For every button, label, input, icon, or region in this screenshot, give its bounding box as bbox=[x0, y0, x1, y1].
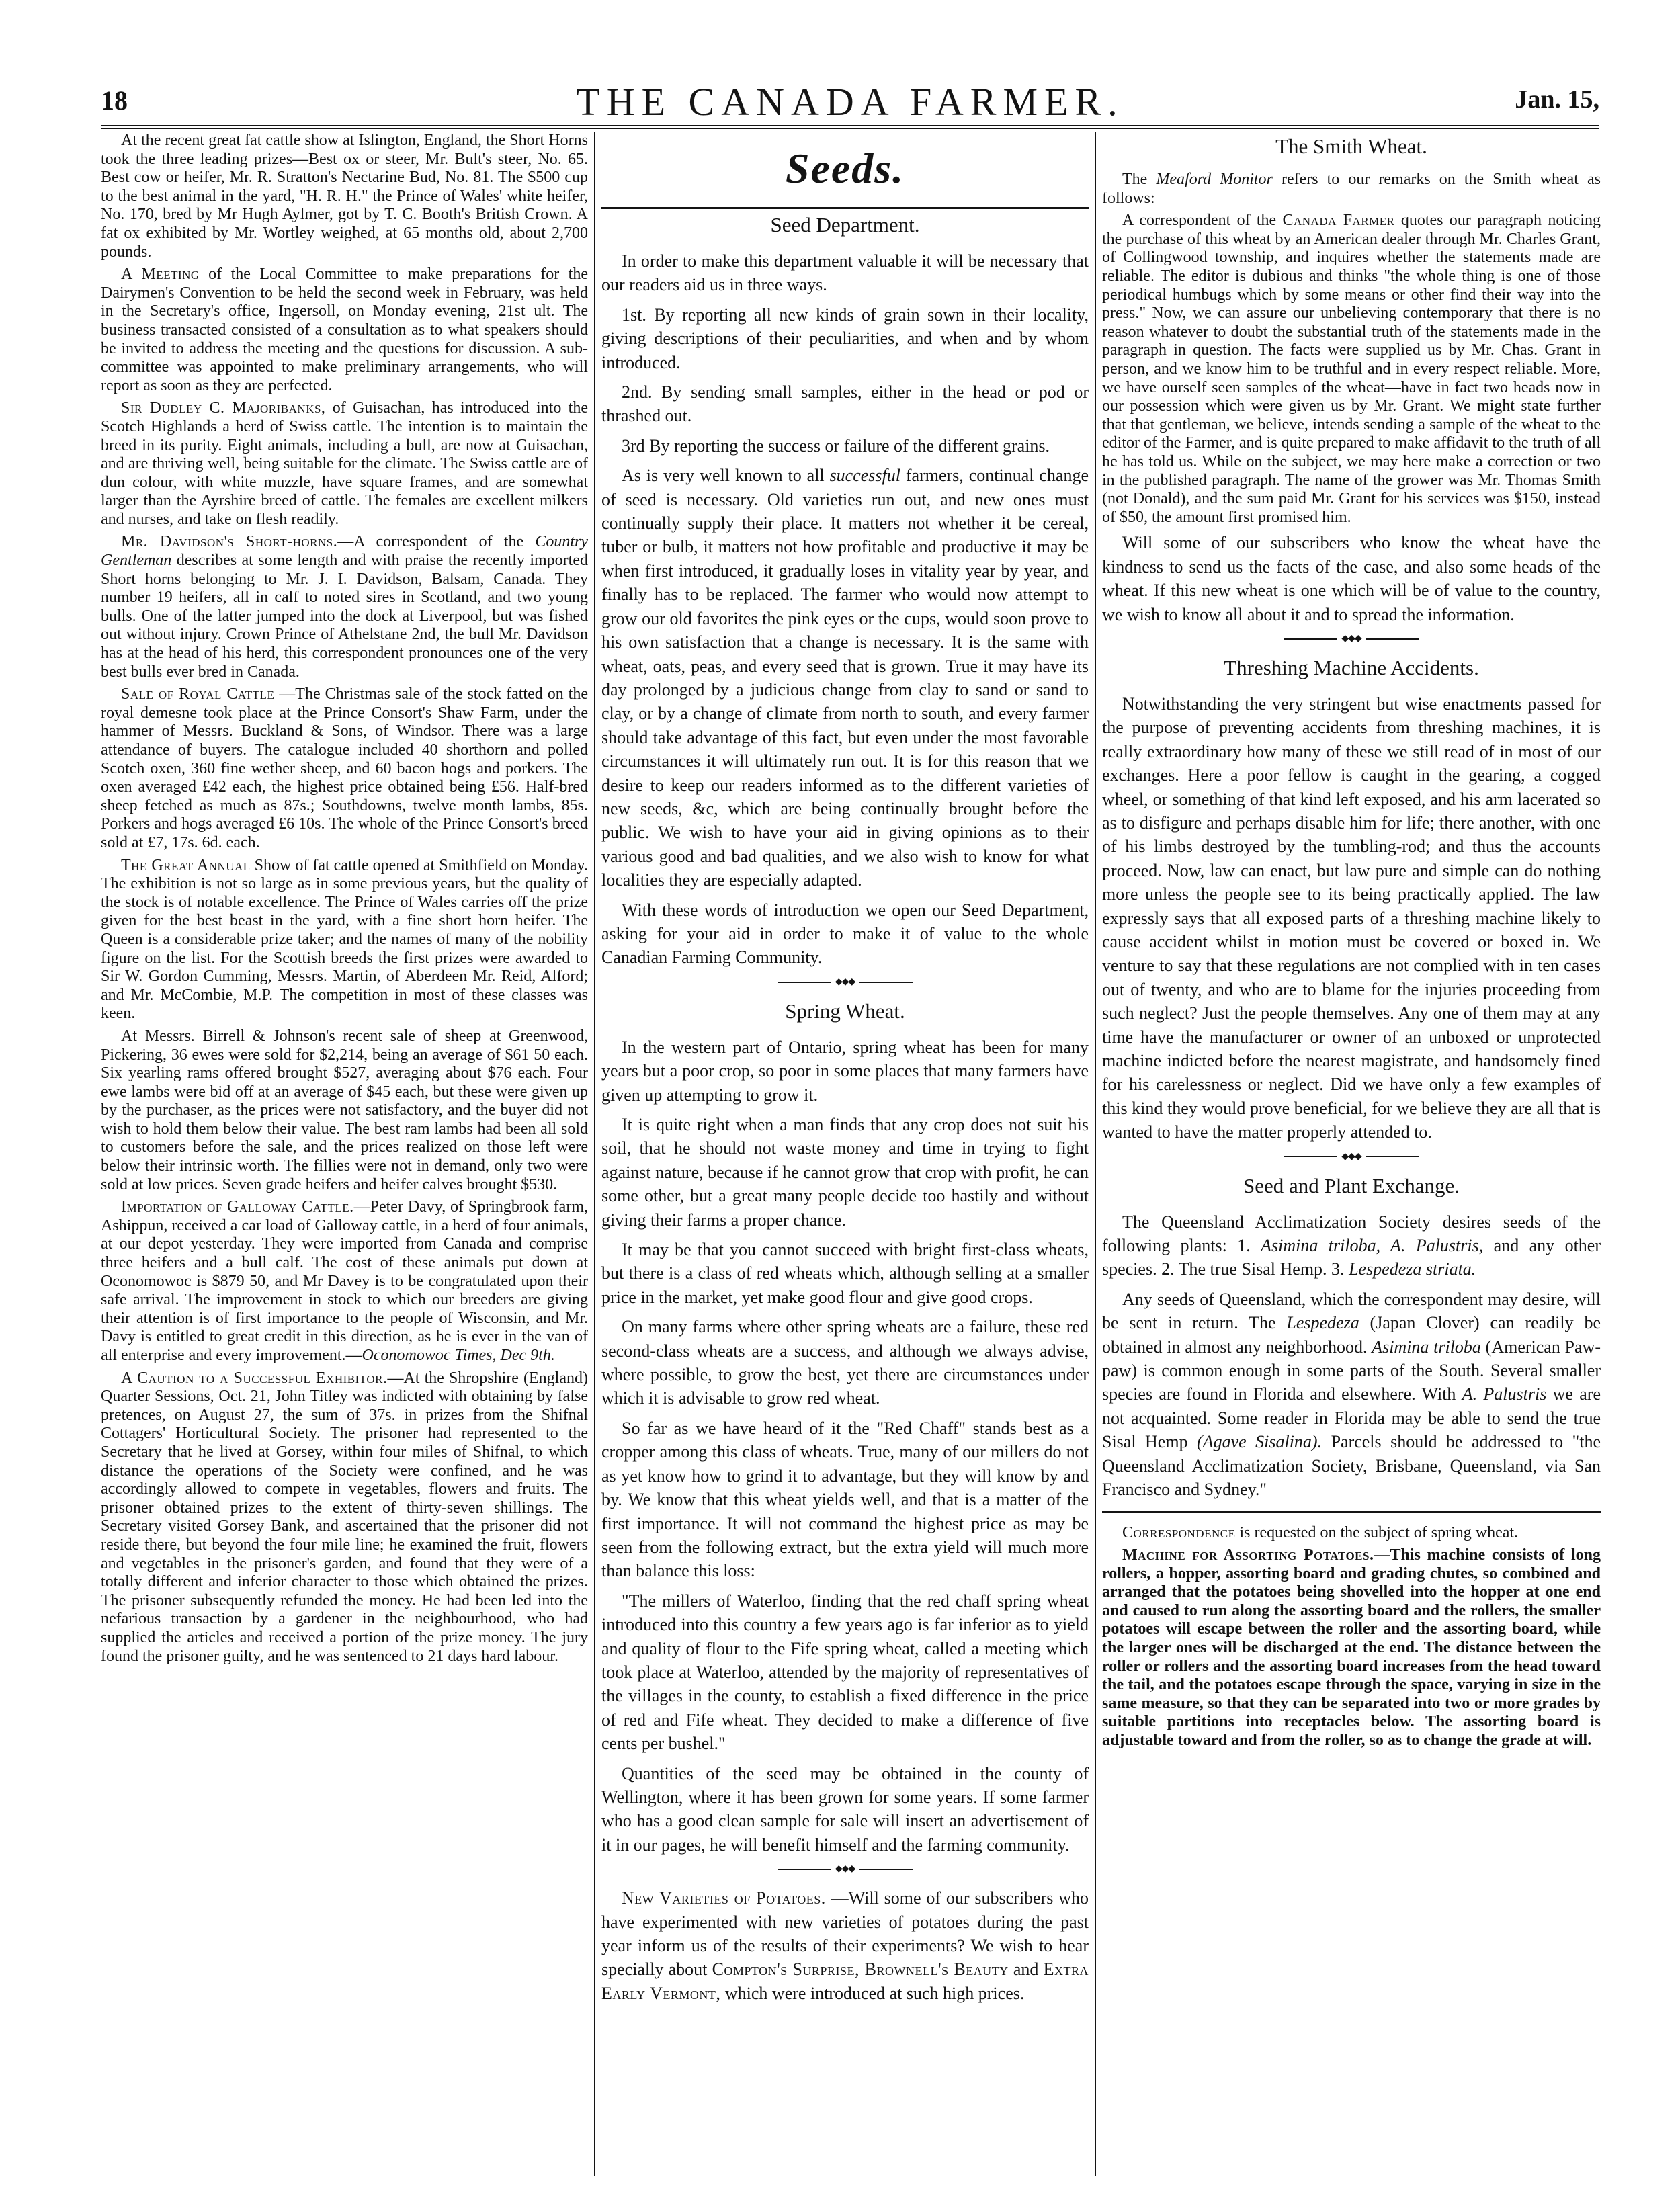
paragraph-italic: Meaford Monitor bbox=[1156, 171, 1273, 188]
paragraph-text: of Guisachan, has introduced into the Scotch Highlands a herd of Swiss cattle. The intention is to maintain the breed in its purity. Eight animals, including a bull, are now at Guisachan, and are thriving well, being suitable for the climate. The Swiss cattle are of dun colour, with white muzzle, have square frames, and are somewhat larger than the Ayrshire breed of cattle. The females are excellent milkers and nurses, and take on flesh readily. bbox=[101, 399, 588, 528]
article-paragraph bbox=[1102, 171, 1601, 208]
paragraph-text: which were introduced at such high prices. bbox=[720, 1983, 1025, 2003]
paragraph-text: "The millers of Waterloo, finding that the red chaff spring wheat introduced into this country a few years ago is far inferior as to yield and quality of flour to the Fife spring wheat, called a meeting which took place at Waterloo, attended by the majority of representatives of the villages in the county, to establish a fixed difference in the price of red and Fife wheat. They decided to make a difference of five cents per bushel." bbox=[601, 1591, 1089, 1754]
article-heading: Threshing Machine Accidents. bbox=[1224, 655, 1479, 679]
news-item bbox=[101, 132, 588, 261]
ornamental-divider: ◆◆◆ bbox=[601, 978, 1089, 987]
paragraph-italic: successful bbox=[829, 466, 900, 486]
article-heading: Seed and Plant Exchange. bbox=[1243, 1173, 1460, 1197]
paragraph-italic: A. Palustris bbox=[1462, 1384, 1547, 1404]
paragraph-text: —Peter Davy, of Springbrook farm, Ashippun, received a car load of Galloway cattle, in a herd of four animals, at our depot yesterday. They were imported from Canada and comprise three heifers and a bull calf. The cost of these animals put down at Oconomowoc is $879 50, and Mr Davey is to be congratulated upon their safe arrival. The improvement in stock to which our breeders are giving their attention is of first importance to the people of Wisconsin, and Mr. Davy is entitled to great credit in this direction, as he is ever in the van of all enterprise and every improvement.— bbox=[101, 1198, 588, 1364]
paragraph-text: The bbox=[1122, 171, 1157, 188]
paragraph-italic: Asimina triloba bbox=[1372, 1337, 1481, 1357]
article-paragraph bbox=[601, 898, 1089, 970]
paragraph-text: —This machine consists of long rollers, a hopper, assorting board and grading chutes, so combined and arranged that the potatoes being shovelled into the hopper at one end and caused to run along the assorting board and the rollers, the smaller potatoes will escape between the roller and the assorting board, while the larger ones will be discharged at the end. The distance between the roller or rollers and the assorting board increases from the head toward the tail, and the potatoes escape through the space, varying in size in the same measure, so that they can be separated into two or more grades by suitable partitions into receptacles below. The assorting board is adjustable toward and from the roller, so as to change the grade at will. bbox=[1102, 1546, 1601, 1750]
paragraph-smallcaps: Extra Early Vermont, bbox=[601, 1959, 1089, 2003]
paragraph-text: Quantities of the seed may be obtained in the county of Wellington, where it has been grown for some years. If some farmer who has a good clean sample for sale will insert an advertisement of it in our pages, he will benefit himself and the farming community. bbox=[601, 1763, 1089, 1855]
article-paragraph bbox=[601, 434, 1089, 458]
paragraph-text: and bbox=[1008, 1959, 1044, 1980]
paragraph-text: —A correspondent of the bbox=[337, 533, 536, 551]
column-news-items bbox=[101, 132, 588, 2176]
article-paragraph bbox=[601, 1886, 1089, 2005]
article-paragraph bbox=[601, 464, 1089, 892]
paragraph-text: Parcels should be addressed to "the Queensland Acclimatization Society, Brisbane, Queensland, via San Francisco and Sydney." bbox=[1102, 1432, 1601, 1500]
paragraph-text: we are not acquainted. Some reader in Florida may be able to send the true Sisal Hemp bbox=[1102, 1384, 1601, 1452]
paragraph-lead: A Meeting bbox=[121, 265, 200, 284]
ornamental-divider: ◆◆◆ bbox=[1102, 1152, 1601, 1162]
paragraph-lead: Importation of Galloway Cattle. bbox=[121, 1198, 354, 1216]
article-paragraph bbox=[601, 380, 1089, 428]
masthead bbox=[101, 79, 1599, 126]
paragraph-text: As is very well known to all bbox=[622, 466, 830, 486]
article-paragraph bbox=[1102, 1287, 1601, 1502]
section-rule bbox=[1102, 1511, 1601, 1513]
paragraph-text: It is quite right when a man finds that any crop does not suit his soil, that he should not waste money and time in trying to fight against nature, because if he cannot grow that crop with profit, he can some other, but a great many people decide too hastily and without giving their farms a proper chance. bbox=[601, 1115, 1089, 1230]
news-item bbox=[101, 685, 588, 852]
news-item bbox=[101, 399, 588, 529]
news-item bbox=[101, 1027, 588, 1194]
paragraph-smallcaps: Canada Farmer bbox=[1282, 212, 1395, 230]
paragraph-italic: Lespedeza striata. bbox=[1349, 1259, 1476, 1279]
paragraph-text: of the Local Committee to make preparations for the Dairymen's Convention to be held the second week in February, was held in the Secretary's office, Ingersoll, on Monday evening, 21st ult. The business transacted consisted of a consultation as to what speakers should be invited to address the meeting and the questions for discussion. A sub-committee was appointed to make preliminary arrangements, who will report as soon as they are perfected. bbox=[101, 265, 588, 394]
article-paragraph bbox=[601, 1113, 1089, 1232]
paragraph-text: —Will some of our subscribers who have experimented with new varieties of potatoes during the past year inform us of the results of their experiments? We wish to hear specially about bbox=[601, 1888, 1089, 1980]
paragraph-lead: Machine for Assorting Potatoes. bbox=[1122, 1546, 1374, 1564]
paragraph-smallcaps: Compton's Surprise, Brownell's Beauty bbox=[712, 1959, 1009, 1980]
article-heading: Seed Department. bbox=[770, 213, 920, 237]
paragraph-text: At the recent great fat cattle show at Islington, England, the Short Horns took the three leading prizes—Best ox or steer, Mr. Bult's steer, No. 65. Best cow or heifer, Mr. R. Stratton's Nectarine Bud, No. 81. The $500 cup to the best animal in the yard, "H. R. H." the Prince of Wales' white heifer, No. 170, bred by Mr Hugh Aylmer, got by T. C. Booth's British Crown. A fat ox exhibited by Mr. Wortley weighed, at 65 months old, about 2,700 pounds. bbox=[101, 132, 588, 261]
news-item bbox=[101, 1369, 588, 1666]
article-paragraph bbox=[601, 1315, 1089, 1410]
paragraph-text: is requested on the subject of spring wheat. bbox=[1235, 1523, 1519, 1541]
news-item bbox=[101, 1198, 588, 1365]
masthead-rule bbox=[101, 125, 1599, 129]
paragraph-text: Notwithstanding the very stringent but wise enactments passed for the purpose of preventing accidents from threshing machines, it is really extraordinary how many of these we still read of in most of our exchanges. Here a poor fellow is caught in the gearing, a cogged wheel, or something of that kind left exposed, and his arm lacerated so as to disfigure and perhaps disable him for life; there another, with one of his limbs destroyed by the tumbling-rod; and thus the accounts proceed. Now, law can enact, but law pure and simple can do nothing more unless the people see to its being practically applied. The law expressly says that all exposed parts of a threshing machine likely to cause accident whilst in motion must be covered or boxed in. We venture to say that these regulations are not complied with in ten cases out of twenty, and who are to blame for the injuries proceeding from such neglect? Just the people themselves. Any one of them may at any time have the manufacturer or owner of an unboxed or unprotected machine indicted before the nearest magistrate, and handsomely fined for his carelessness or neglect. Did we have only a few examples of this kind they would prove beneficial, for we believe they are all that is wanted to have the matter properly attended to. bbox=[1102, 693, 1601, 1142]
paragraph-italic: Oconomowoc Times, Dec 9th. bbox=[362, 1347, 555, 1364]
paragraph-text: Will some of our subscribers who know the wheat have the kindness to send us the facts of the case, and also some heads of the wheat. If this new wheat is one which will be of value to the country, we wish to know all about it and to spread the information. bbox=[1102, 533, 1601, 624]
paragraph-text: On many farms where other spring wheats are a failure, these red second-class wheats are a success, and although we always advise, where possible, to grow the best, yet there are circumstances under which it is advisable to grow red wheat. bbox=[601, 1317, 1089, 1408]
column-divider bbox=[1095, 132, 1096, 2176]
paragraph-text: 2nd. By sending small samples, either in the head or pod or thrashed out. bbox=[601, 382, 1089, 426]
paragraph-text: and any other species. 2. The true Sisal Hemp. 3. bbox=[1102, 1236, 1601, 1279]
paragraph-text: —The Christmas sale of the stock fatted on the royal demesne took place at the Prince Consort's Shaw Farm, under the hammer of Messrs. Buckland & Sons, of Windsor. There was a large attendance of buyers. The catalogue included 40 shorthorn and polled Scotch oxen, 360 fine wether sheep, and 60 bacon hogs and porkers. The oxen averaged £42 each, the highest price obtained being £56. Half-bred sheep fetched as much as 87s.; Southdowns, twelve month lambs, 85s. Porkers and hogs averaged £6 10s. The whole of the Prince Consort's breed sold at £7, 17s. 6d. each. bbox=[101, 685, 588, 851]
article-paragraph bbox=[601, 1589, 1089, 1756]
paragraph-text: It may be that you cannot succeed with bright first-class wheats, but there is a class of red wheats which, although selling at a smaller price in the market, yet make good flour and give good crops. bbox=[601, 1240, 1089, 1307]
paragraph-text: So far as we have heard of it the "Red Chaff" stands best as a cropper among this class of wheats. True, many of our millers do not as yet know how to grind it to advantage, but they will know by and by. We know that this wheat yields well, and that is a matter of the first importance. It will not command the highest price as may be seen from the following extract, but the extra yield will much more than balance this loss: bbox=[601, 1418, 1089, 1581]
article-paragraph bbox=[601, 1238, 1089, 1309]
paragraph-text: In the western part of Ontario, spring wheat has been for many years but a poor crop, so poor in some places that many farmers have given up attempting to grow it. bbox=[601, 1037, 1089, 1105]
article-paragraph bbox=[601, 303, 1089, 374]
paragraph-italic: (Agave Sisalina). bbox=[1197, 1432, 1322, 1452]
paper-title: THE CANADA FARMER. bbox=[576, 80, 1124, 124]
paragraph-lead: Mr. Davidson's Short-horns. bbox=[121, 533, 338, 551]
issue-date: Jan. 15, bbox=[1515, 85, 1599, 114]
paragraph-text: 3rd By reporting the success or failure of the different grains. bbox=[622, 435, 1050, 456]
page-number: 18 bbox=[101, 85, 128, 116]
paragraph-text: (Japan Clover) can readily be obtained in almost any neighborhood. bbox=[1102, 1313, 1601, 1357]
ornamental-divider: ◆◆◆ bbox=[601, 1865, 1089, 1874]
paragraph-text: farmers, continual change of seed is necessary. Old varieties run out, and new ones must continually supply their place. It matters not whether it be cereal, tuber or bulb, it matters not how profitable and productive it may be when first introduced, it gradually loses in vitality year by year, and finally has to be replaced. The farmer who would now attempt to grow our old favorites the pink eyes or the cups, would soon prove to his own satisfaction that a change is necessary. It is the same with wheat, oats, peas, and every seed that is grown. True it may have its day prolonged by a judicious change from clay to sand or sand to clay, or by a change of climate from north to south, and every farmer should take advantage of this fact, but even under the most favorable circumstances it will ultimately run out. It is for this reason that we desire to keep our readers informed as to the different varieties of new seeds, &c, which are being continually brought before the public. We wish to have your aid in giving opinions as to their various good and bad qualities, and we also wish to know for what localities they are especially adapted. bbox=[601, 466, 1089, 890]
paragraph-text: 1st. By reporting all new kinds of grain sown in their locality, giving descriptions of their peculiarities, and when and by whom introduced. bbox=[601, 304, 1089, 372]
paragraph-text: In order to make this department valuable it will be necessary that our readers aid us in three ways. bbox=[601, 251, 1089, 295]
article-heading: Spring Wheat. bbox=[785, 999, 905, 1023]
column-articles bbox=[1102, 132, 1601, 2176]
paragraph-lead: The Great Annual bbox=[121, 856, 251, 874]
paragraph-italic: Asimina triloba, A. Palustris, bbox=[1261, 1236, 1484, 1256]
paragraph-lead: New Varieties of Potatoes. bbox=[622, 1888, 826, 1908]
article-paragraph bbox=[1102, 1524, 1601, 1543]
paragraph-text: quotes our paragraph noticing the purchase of this wheat by an American dealer through Mr. Charles Grant, of Collingwood township, and inquires whether the statements made are reliable. The editor is dubious and thinks "the whole thing is one of those periodical humbugs which by some means or other find their way into the press." Now, we can assure our unbelieving contemporary that there is no reason whatever to doubt the substantial truth of the statements made in the paragraph in question. The facts were supplied us by Mr. Chas. Grant in person, and we know him to be truthful and in every respect reliable. More, we have ourself seen samples of the wheat—have in fact two heads now in our possession which were given us by Mr. Grant. We might state further that that gentleman, we believe, intends sending a sample of the wheat to the editor of the Farmer, and is quite prepared to make affidavit to the truth of all he has told us. While on the subject, we may here make a correction or two in the published paragraph. The name of the grower was Mr. Thomas Smith (not Donald), and the sum paid Mr. Grant for his services was $150, instead of $50, the amount first promised him. bbox=[1102, 212, 1601, 526]
paragraph-text: With these words of introduction we open our Seed Department, asking for your aid in order to make it of value to the whole Canadian Farming Community. bbox=[601, 900, 1089, 968]
paragraph-text: (American Paw-paw) is common enough in some parts of the South. Several smaller species are found in Florida and elsewhere. With bbox=[1102, 1337, 1601, 1404]
paragraph-text: At Messrs. Birrell & Johnson's recent sale of sheep at Greenwood, Pickering, 36 ewes were sold for $2,214, being an average of $61 50 each. Six yearling rams offered brought $527, averaging about $76 each. Four ewe lambs were bid off at an average of $45 each, but these were given up by the purchaser, as the prices were not satisfactory, and the buyer did not wish to hold them below their value. The best ram lambs had been all sold to customers before the sale, and the prices realized on those left were below their intrinsic worth. The fillies were not in demand, only two were sold at low prices. Seven grade heifers and heifer calves brought $530. bbox=[101, 1027, 588, 1193]
paragraph-italic: Lespedeza bbox=[1286, 1313, 1359, 1333]
news-item bbox=[101, 857, 588, 1023]
paragraph-lead: A Caution to a Successful Exhibitor. bbox=[121, 1369, 388, 1387]
article-paragraph bbox=[601, 1416, 1089, 1583]
ornamental-divider: ◆◆◆ bbox=[1102, 634, 1601, 644]
article-paragraph bbox=[1102, 692, 1601, 1144]
article-heading: The Smith Wheat. bbox=[1275, 134, 1427, 158]
article-paragraph bbox=[1102, 1546, 1601, 1750]
paragraph-text: Any seeds of Queensland, which the correspondent may desire, will be sent in return. The bbox=[1102, 1289, 1601, 1333]
paragraph-text: describes at some length and with praise the recently imported Short horns belonging to Mr. J. I. Davidson, Balsam, Canada. They number 19 heifers, all in calf to noted sires in Scotland, and two young bulls. One of the latter jumped into the dock at Liverpool, but was fished out without injury. Crown Prince of Athelstane 2nd, the bull Mr. Davidson has at the head of his herd, this correspondent pronounces one of the very best bulls ever bred in Canada. bbox=[101, 552, 588, 681]
column-seeds bbox=[601, 132, 1089, 2176]
article-paragraph bbox=[1102, 531, 1601, 626]
article-paragraph bbox=[601, 249, 1089, 297]
paragraph-text: —At the Shropshire (England) Quarter Sessions, Oct. 21, John Titley was indicted with obtaining by false pretences, on August 27, the sum of 37s. in prizes from the Shifnal Cottagers' Horticultural Society. The prisoner had represented to the Secretary that he lived at Gorsey, within four miles of Shifnal, to which distance the operations of the Society were confined, and he was accordingly allowed to compete in vegetables, flowers and fruits. The prisoner obtained prizes to the extent of thirty-seven shillings. The Secretary visited Gorsey Bank, and ascertained that the prisoner did not reside there, but beyond the four mile line; he examined the fruit, flowers and vegetables in the prisoner's garden, and found that they were of a totally different and inferior character to those which obtained the prizes. The prisoner subsequently refunded the money. He had been led into the nefarious transaction by a gardener in the neighbourhood, who had supplied the articles and received a portion of the prize money. The jury found the prisoner guilty, and he was sentenced to 21 days hard labour. bbox=[101, 1369, 588, 1665]
paragraph-lead: Correspondence bbox=[1122, 1523, 1236, 1541]
paragraph-text: The Queensland Acclimatization Society desires seeds of the following plants: 1. bbox=[1102, 1212, 1601, 1256]
news-item bbox=[101, 533, 588, 681]
article-paragraph bbox=[601, 1035, 1089, 1107]
article-paragraph bbox=[1102, 212, 1601, 527]
paragraph-lead: Sale of Royal Cattle bbox=[121, 685, 275, 704]
paragraph-text: Show of fat cattle opened at Smithfield on Monday. The exhibition is not so large as in some previous years, but the quality of the stock is of notable excellence. The Prince of Wales carries off the prize given for the best beast in the yard, with a fine short horn heifer. The Queen is a considerable prize taker; and the names of many of the nobility figure on the list. For the Scottish breeds the first prizes were awarded to Sir W. Gordon Cumming, Messrs. Martin, of Aberdeen Mr. Reid, Alford; and Mr. McCombie, M.P. The competition in most of these classes was keen. bbox=[101, 856, 588, 1023]
column-divider bbox=[594, 132, 595, 2176]
section-title: Seeds. bbox=[785, 144, 905, 192]
paragraph-lead: Sir Dudley C. Majoribanks, bbox=[121, 399, 326, 417]
article-paragraph bbox=[601, 1762, 1089, 1857]
news-item bbox=[101, 265, 588, 395]
article-paragraph bbox=[1102, 1210, 1601, 1281]
paragraph-italic: Country Gentleman bbox=[101, 533, 588, 570]
paragraph-text: refers to our remarks on the Smith wheat as follows: bbox=[1102, 171, 1601, 207]
paragraph-text: A correspondent of the bbox=[1122, 212, 1283, 230]
section-rule bbox=[601, 207, 1089, 209]
